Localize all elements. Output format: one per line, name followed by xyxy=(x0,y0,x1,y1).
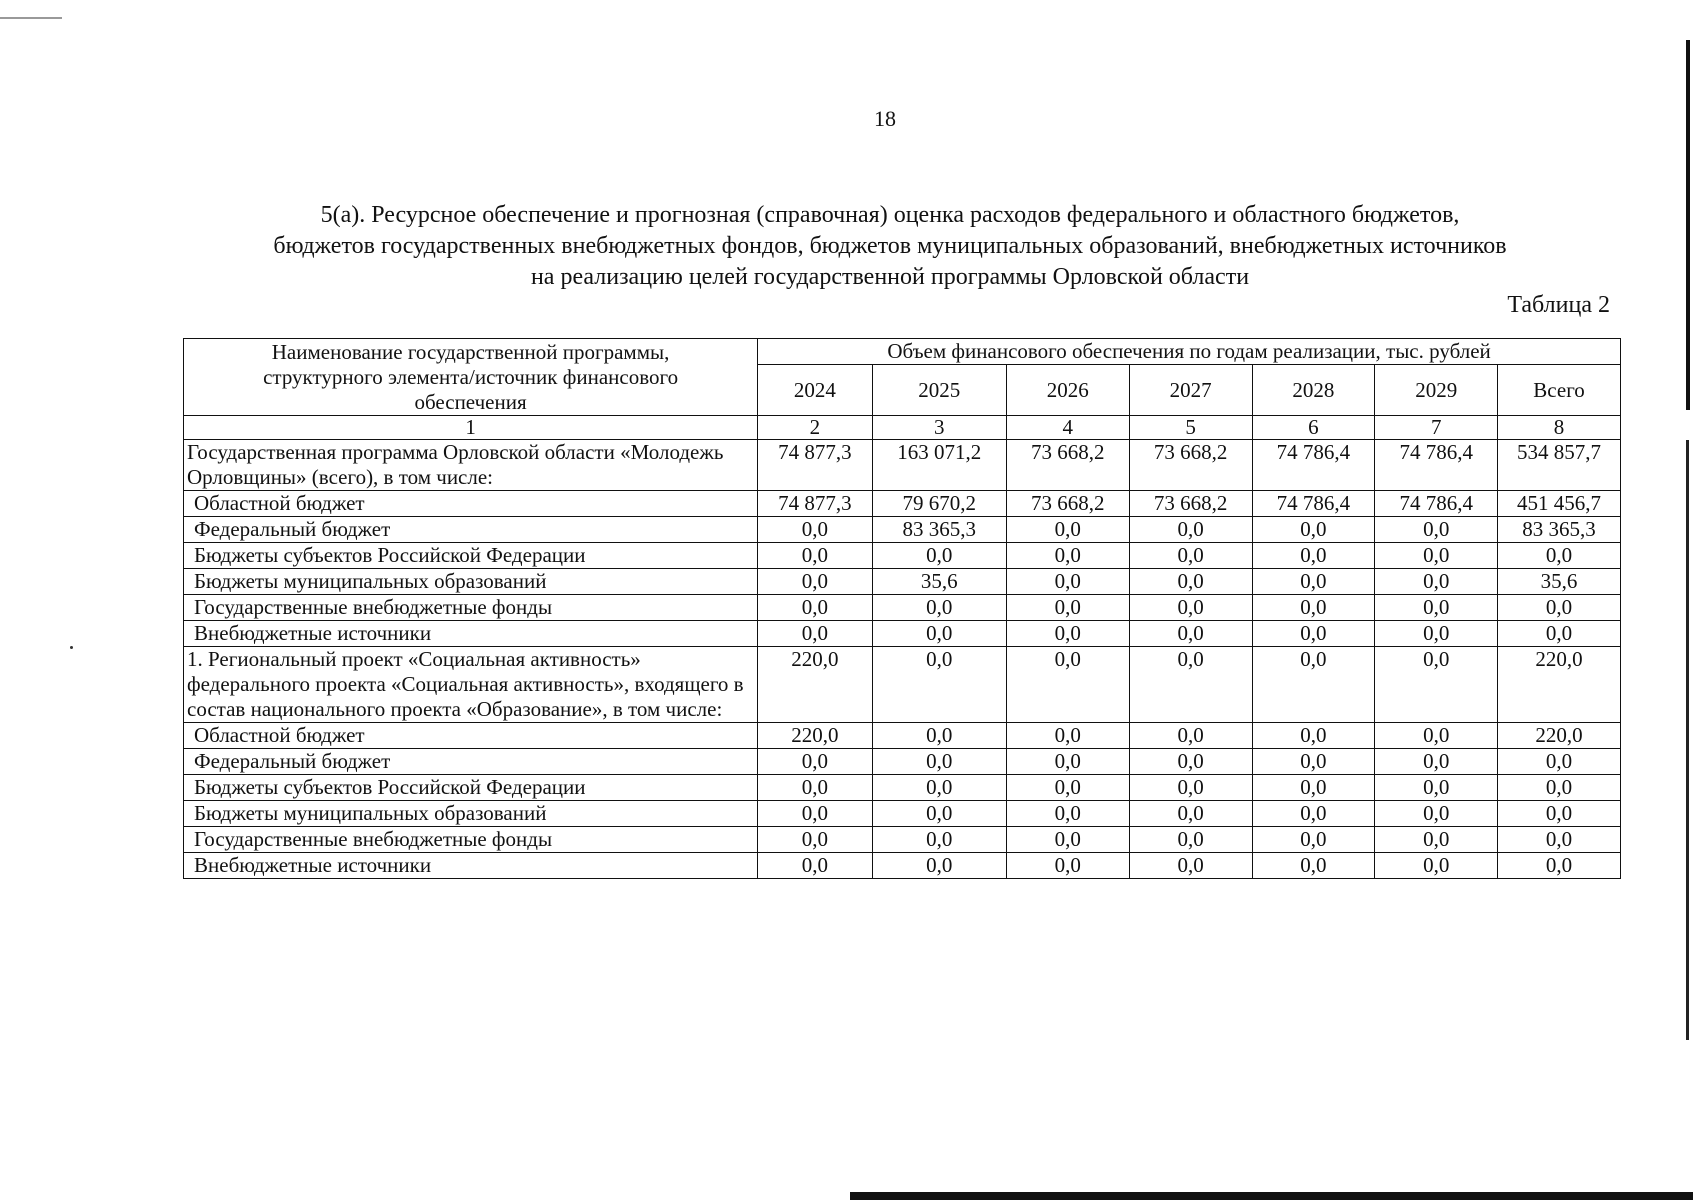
column-number: 2 xyxy=(758,416,872,440)
table-row xyxy=(184,749,1621,775)
row-name: 1. Региональный проект «Социальная активность» федерального проекта «Социальная активность», входящего в состав национального проекта «Образование», в том числе: xyxy=(184,647,758,723)
value-cell: 0,0 xyxy=(872,595,1006,621)
value-cell: 0,0 xyxy=(758,801,872,827)
value-cell: 0,0 xyxy=(872,723,1006,749)
row-name: Внебюджетные источники xyxy=(184,853,758,879)
value-cell: 0,0 xyxy=(1129,569,1252,595)
scan-dot-artifact xyxy=(70,646,73,649)
table-row xyxy=(184,801,1621,827)
value-cell: 0,0 xyxy=(1252,595,1375,621)
value-cell: 0,0 xyxy=(1129,595,1252,621)
row-name: Областной бюджет xyxy=(184,723,758,749)
value-cell: 35,6 xyxy=(872,569,1006,595)
value-cell: 0,0 xyxy=(1129,517,1252,543)
value-cell: 0,0 xyxy=(1006,749,1129,775)
value-cell: 0,0 xyxy=(1129,801,1252,827)
value-cell: 0,0 xyxy=(872,853,1006,879)
value-cell: 0,0 xyxy=(1129,621,1252,647)
table-row xyxy=(184,647,1621,723)
value-cell: 0,0 xyxy=(1375,723,1498,749)
column-number: 7 xyxy=(1375,416,1498,440)
total-cell: 0,0 xyxy=(1498,853,1621,879)
total-cell: 0,0 xyxy=(1498,801,1621,827)
total-cell: 0,0 xyxy=(1498,543,1621,569)
value-cell: 73 668,2 xyxy=(1006,491,1129,517)
total-cell: 0,0 xyxy=(1498,775,1621,801)
value-cell: 73 668,2 xyxy=(1129,491,1252,517)
value-cell: 220,0 xyxy=(758,723,872,749)
value-cell: 74 877,3 xyxy=(758,491,872,517)
scan-artifact-line xyxy=(0,17,62,19)
value-cell: 73 668,2 xyxy=(1006,440,1129,491)
value-cell: 0,0 xyxy=(1129,775,1252,801)
value-cell: 0,0 xyxy=(1375,827,1498,853)
table-row xyxy=(184,491,1621,517)
value-cell: 0,0 xyxy=(1129,853,1252,879)
scan-edge-artifact xyxy=(850,1192,1693,1200)
value-cell: 220,0 xyxy=(758,647,872,723)
value-cell: 0,0 xyxy=(1252,647,1375,723)
value-cell: 0,0 xyxy=(1129,827,1252,853)
total-cell: 0,0 xyxy=(1498,621,1621,647)
value-cell: 0,0 xyxy=(872,647,1006,723)
header-group: Объем финансового обеспечения по годам реализации, тыс. рублей xyxy=(758,339,1621,365)
value-cell: 0,0 xyxy=(1375,853,1498,879)
table-label: Таблица 2 xyxy=(1507,292,1610,318)
total-cell: 0,0 xyxy=(1498,749,1621,775)
total-cell: 35,6 xyxy=(1498,569,1621,595)
column-number: 1 xyxy=(184,416,758,440)
year-header: 2025 xyxy=(872,365,1006,416)
table-row xyxy=(184,827,1621,853)
year-header: 2029 xyxy=(1375,365,1498,416)
value-cell: 0,0 xyxy=(1006,543,1129,569)
value-cell: 0,0 xyxy=(1252,801,1375,827)
value-cell: 0,0 xyxy=(758,775,872,801)
value-cell: 0,0 xyxy=(1252,749,1375,775)
row-name: Государственная программа Орловской области «Молодежь Орловщины» (всего), в том числе: xyxy=(184,440,758,491)
value-cell: 0,0 xyxy=(1252,775,1375,801)
row-name: Бюджеты субъектов Российской Федерации xyxy=(184,543,758,569)
value-cell: 0,0 xyxy=(1129,749,1252,775)
row-name: Федеральный бюджет xyxy=(184,749,758,775)
value-cell: 83 365,3 xyxy=(872,517,1006,543)
column-number: 3 xyxy=(872,416,1006,440)
value-cell: 74 786,4 xyxy=(1252,491,1375,517)
value-cell: 0,0 xyxy=(1006,517,1129,543)
table-row xyxy=(184,543,1621,569)
value-cell: 0,0 xyxy=(1375,775,1498,801)
value-cell: 0,0 xyxy=(1252,723,1375,749)
row-name: Бюджеты муниципальных образований xyxy=(184,801,758,827)
value-cell: 163 071,2 xyxy=(872,440,1006,491)
value-cell: 0,0 xyxy=(758,827,872,853)
value-cell: 0,0 xyxy=(1252,853,1375,879)
value-cell: 0,0 xyxy=(1375,801,1498,827)
page-number: 18 xyxy=(874,106,896,131)
table-row xyxy=(184,853,1621,879)
value-cell: 0,0 xyxy=(1375,543,1498,569)
value-cell: 0,0 xyxy=(1129,647,1252,723)
total-cell: 220,0 xyxy=(1498,647,1621,723)
table-row xyxy=(184,595,1621,621)
year-header: 2024 xyxy=(758,365,872,416)
total-cell: 0,0 xyxy=(1498,595,1621,621)
table-row xyxy=(184,621,1621,647)
value-cell: 0,0 xyxy=(872,801,1006,827)
value-cell: 0,0 xyxy=(1252,543,1375,569)
scan-edge-artifact xyxy=(1686,40,1690,410)
scan-edge-artifact xyxy=(1686,440,1689,1040)
value-cell: 79 670,2 xyxy=(872,491,1006,517)
row-name: Федеральный бюджет xyxy=(184,517,758,543)
table-row xyxy=(184,775,1621,801)
table-row xyxy=(184,569,1621,595)
year-header: 2026 xyxy=(1006,365,1129,416)
row-name: Государственные внебюджетные фонды xyxy=(184,827,758,853)
value-cell: 0,0 xyxy=(1252,621,1375,647)
row-name: Бюджеты муниципальных образований xyxy=(184,569,758,595)
value-cell: 0,0 xyxy=(1006,595,1129,621)
document-title xyxy=(190,200,1590,293)
value-cell: 0,0 xyxy=(1006,775,1129,801)
value-cell: 0,0 xyxy=(1375,517,1498,543)
table-row xyxy=(184,517,1621,543)
value-cell: 0,0 xyxy=(1129,543,1252,569)
value-cell: 0,0 xyxy=(1252,827,1375,853)
value-cell: 0,0 xyxy=(758,569,872,595)
row-name: Внебюджетные источники xyxy=(184,621,758,647)
total-cell: 451 456,7 xyxy=(1498,491,1621,517)
total-cell: 83 365,3 xyxy=(1498,517,1621,543)
value-cell: 0,0 xyxy=(758,517,872,543)
value-cell: 0,0 xyxy=(872,543,1006,569)
budget-table xyxy=(183,338,1621,879)
row-name: Бюджеты субъектов Российской Федерации xyxy=(184,775,758,801)
value-cell: 0,0 xyxy=(1006,853,1129,879)
value-cell: 0,0 xyxy=(1375,569,1498,595)
table-row xyxy=(184,723,1621,749)
value-cell: 0,0 xyxy=(1006,801,1129,827)
value-cell: 0,0 xyxy=(1129,723,1252,749)
header-name: Наименование государственной программы, структурного элемента/источник финансового обеспечения xyxy=(184,339,758,416)
value-cell: 0,0 xyxy=(872,621,1006,647)
value-cell: 0,0 xyxy=(1252,569,1375,595)
value-cell: 74 786,4 xyxy=(1375,440,1498,491)
value-cell: 0,0 xyxy=(1252,517,1375,543)
value-cell: 74 786,4 xyxy=(1252,440,1375,491)
total-cell: 220,0 xyxy=(1498,723,1621,749)
title-line: бюджетов государственных внебюджетных фондов, бюджетов муниципальных образований, внебюджетных источников xyxy=(273,233,1507,259)
value-cell: 0,0 xyxy=(1006,569,1129,595)
title-line: на реализацию целей государственной программы Орловской области xyxy=(530,264,1250,290)
value-cell: 0,0 xyxy=(872,749,1006,775)
value-cell: 0,0 xyxy=(872,775,1006,801)
total-header: Всего xyxy=(1498,365,1621,416)
value-cell: 0,0 xyxy=(1375,647,1498,723)
row-name: Областной бюджет xyxy=(184,491,758,517)
column-number: 4 xyxy=(1006,416,1129,440)
value-cell: 0,0 xyxy=(1375,749,1498,775)
value-cell: 0,0 xyxy=(758,749,872,775)
year-header: 2028 xyxy=(1252,365,1375,416)
value-cell: 0,0 xyxy=(1375,595,1498,621)
total-cell: 534 857,7 xyxy=(1498,440,1621,491)
value-cell: 0,0 xyxy=(1006,723,1129,749)
value-cell: 0,0 xyxy=(1006,827,1129,853)
value-cell: 74 877,3 xyxy=(758,440,872,491)
value-cell: 0,0 xyxy=(872,827,1006,853)
column-number: 8 xyxy=(1498,416,1621,440)
table-row xyxy=(184,440,1621,491)
value-cell: 0,0 xyxy=(1375,621,1498,647)
value-cell: 74 786,4 xyxy=(1375,491,1498,517)
column-number: 6 xyxy=(1252,416,1375,440)
value-cell: 0,0 xyxy=(758,595,872,621)
row-name: Государственные внебюджетные фонды xyxy=(184,595,758,621)
value-cell: 0,0 xyxy=(1006,647,1129,723)
title-line: 5(а). Ресурсное обеспечение и прогнозная (справочная) оценка расходов федерального и областного бюджетов, xyxy=(320,202,1460,228)
year-header: 2027 xyxy=(1129,365,1252,416)
column-number: 5 xyxy=(1129,416,1252,440)
value-cell: 0,0 xyxy=(758,543,872,569)
value-cell: 0,0 xyxy=(758,621,872,647)
value-cell: 0,0 xyxy=(758,853,872,879)
value-cell: 73 668,2 xyxy=(1129,440,1252,491)
column-numbers-row xyxy=(184,416,1621,440)
value-cell: 0,0 xyxy=(1006,621,1129,647)
total-cell: 0,0 xyxy=(1498,827,1621,853)
